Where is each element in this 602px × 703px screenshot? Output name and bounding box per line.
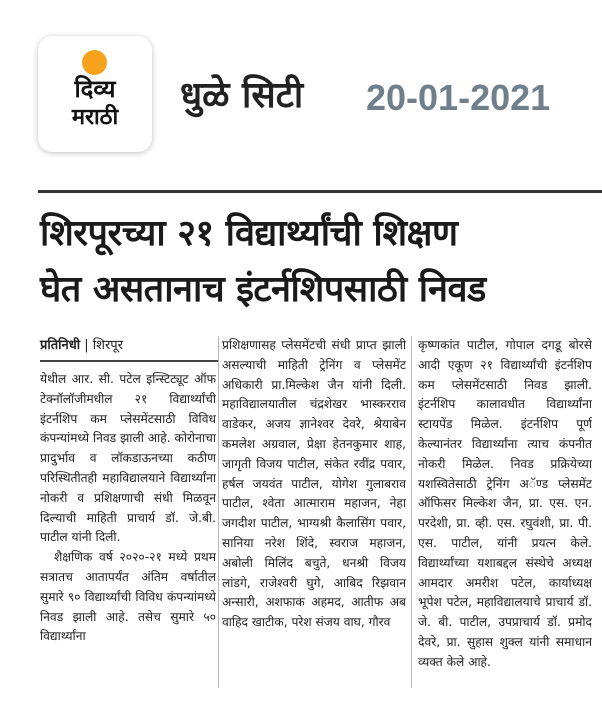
logo-text-line1: दिव्य (74, 75, 116, 103)
column2-text: प्रशिक्षणासह प्लेसमेंटची संधी प्राप्त झाली असल्याची माहिती ट्रेनिंग व प्लेसमेंट अधिकारी प्रा.मिल्केश जैन यांनी दिली. महाविद्यालयातील चंद्रशेखर भास्करराव वाडेकर, अजय ज्ञानेश्वर देवरे, श्रेयाबेन कमलेश अग्रवाल, प्रेक्षा हेतनकुमार शाह, जागृती विजय पाटील, संकेत रवींद्र पवार, हर्षल जयवंत पाटील, योगेश गुलाबराव पाटील, श्वेता आत्माराम महाजन, नेहा जगदीश पाटील, भाग्यश्री कैलासिंग पवार, सानिया नरेश शिंदे, स्वराज महाजन, अबोली मिलिंद बचुते, धनश्री विजय लांडगे, राजेश्वरी घुगे, आबिद रिझवान अन्सारी, अशफाक अहमद, आतीफ अब वाहिद खाटीक, परेश संजय वाघ, गौरव (222, 338, 406, 630)
top-rule (38, 190, 602, 193)
divya-marathi-logo (38, 36, 152, 152)
byline (40, 334, 220, 358)
article-column-3 (418, 336, 592, 688)
sun-icon (82, 50, 107, 75)
article-column-2 (222, 336, 406, 688)
byline-place: शिरपूर (92, 338, 124, 353)
column-divider (411, 336, 412, 688)
column1-paragraph1: येथील आर. सी. पटेल इन्स्टिट्यूट ऑफ टेक्नॉलॉजीमधील २१ विद्यार्थ्यांची इंटर्नशिप कम प्लेसमेंटसाठी विविध कंपन्यांमध्ये निवड झाली आहे. कोरोनाचा प्रादुर्भाव व लॉकडाऊनच्या कठीण परिस्थितीतही महाविद्यालयाने विद्यार्थ्यांना नोकरी व प्रशिक्षणाची संधी मिळवून दिल्याची माहिती प्राचार्य डॉ. जे.बी. पाटील यांनी दिली. (40, 372, 216, 545)
column-divider (218, 336, 219, 688)
byline-separator: | (80, 338, 93, 353)
headline-line1: शिरपूरच्या २१ विद्यार्थ्यांची शिक्षण (40, 213, 458, 254)
byline-underline (40, 360, 218, 362)
byline-reporter: प्रतिनिधी (40, 338, 81, 353)
column3-text: कृष्णकांत पाटील, गोपाल दगडू बोरसे आदी एकूण २१ विद्यार्थ्यांची इंटर्नशिप कम प्लेसमेंटसाठी निवड झाली. इंटर्नशिप कालावधीत विद्यार्थ्यांना स्टायपेंड मिळेल. इंटर्नशिप पूर्ण केल्यानंतर विद्यार्थ्यांना त्याच कंपनीत नोकरी मिळेल. निवड प्रक्रियेच्या यशस्वितेसाठी ट्रेनिंग अॅण्ड प्लेसमेंट ऑफिसर मिल्केश जैन, प्रा. एस. एन. परदेशी, प्रा. व्ही. एस. रघुवंशी, प्रा. पी. एस. पाटील, यांनी प्रयत्न केले. विद्यार्थ्यांच्या यशाबद्दल संस्थेचे अध्यक्ष आमदार अमरीश पटेल, कार्याध्यक्ष भूपेश पटेल, महाविद्यालयाचे प्राचार्य डॉ. जे. बी. पाटील, उपप्राचार्य डॉ. प्रमोद देवरे, प्रा. सुहास शुक्ल यांनी समाधान व्यक्त केले आहे. (418, 338, 592, 669)
logo-text-line2: मराठी (71, 105, 119, 130)
headline-line2: घेत असतानाच इंटर्नशिपसाठी निवड (40, 269, 486, 310)
edition-date: 20-01-2021 (366, 77, 551, 118)
article-column-1 (40, 370, 216, 688)
edition-city: धुळे सिटी (180, 75, 304, 116)
article-headline (40, 206, 585, 318)
column1-paragraph2: शैक्षणिक वर्ष २०२०-२१ मध्ये प्रथम सत्रातच आतापर्यंत अंतिम वर्षातील सुमारे ९० विद्यार्थ्यांची विविध कंपन्यांमध्ये निवड झाली आहे. तसेच सुमारे ५० विद्यार्थ्यांना (40, 550, 216, 644)
adjacent-article-edge (593, 200, 602, 690)
